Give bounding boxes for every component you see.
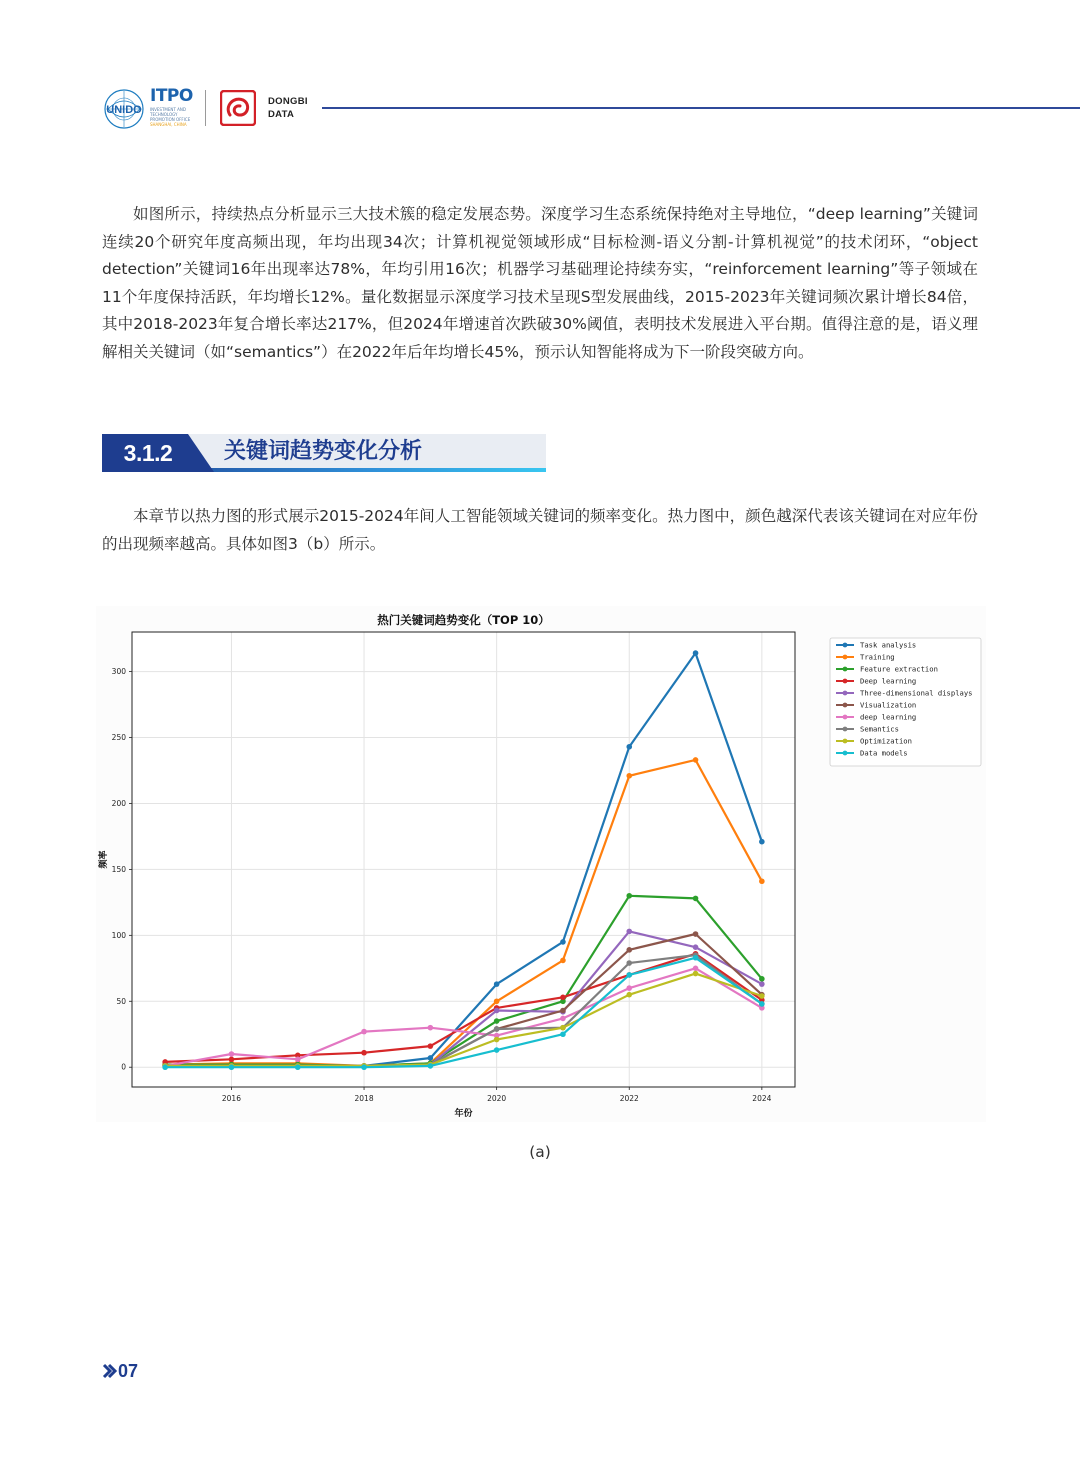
data-point — [693, 955, 699, 961]
data-point — [693, 896, 699, 902]
data-point — [560, 1008, 566, 1014]
y-tick-label: 100 — [111, 930, 126, 940]
data-point — [560, 958, 566, 964]
data-point — [626, 992, 632, 998]
y-axis-label: 频率 — [99, 850, 109, 869]
unido-logo — [102, 88, 146, 134]
itpo-logo-text: ITPO — [150, 86, 193, 106]
data-point — [626, 985, 632, 991]
x-tick-label: 2018 — [354, 1094, 374, 1103]
data-point — [759, 993, 765, 999]
page-arrow-icon — [102, 1359, 118, 1383]
legend-swatch-marker — [843, 703, 848, 708]
data-point — [494, 1018, 500, 1024]
data-point — [560, 995, 566, 1001]
logo-divider — [205, 90, 206, 126]
itpo-city: SHANGHAI, CHINA — [150, 122, 187, 127]
keyword-trend-chart — [96, 606, 986, 1122]
data-point — [295, 1064, 301, 1070]
y-tick-label: 0 — [121, 1062, 126, 1072]
section-number: 3.1.2 — [123, 440, 173, 466]
data-point — [626, 960, 632, 966]
data-point — [428, 1025, 434, 1031]
data-point — [759, 981, 765, 987]
data-point — [626, 744, 632, 750]
figure-caption: (a) — [529, 1143, 551, 1161]
y-tick-label: 150 — [111, 864, 126, 874]
dongbi-line2: DATA — [268, 109, 295, 120]
data-point — [626, 773, 632, 779]
legend-swatch-marker — [843, 679, 848, 684]
x-tick-label: 2024 — [752, 1094, 772, 1103]
data-point — [229, 1057, 235, 1063]
data-point — [428, 1055, 434, 1061]
chart-svg — [96, 606, 986, 1122]
itpo-subtitle: INVESTMENT AND TECHNOLOGY PROMOTION OFFICE — [150, 107, 191, 122]
data-point — [560, 1016, 566, 1022]
data-point — [229, 1051, 235, 1057]
svg-text:UNIDO: UNIDO — [106, 104, 142, 116]
legend-swatch-marker — [843, 667, 848, 672]
legend-label: Data models — [860, 748, 908, 758]
data-point — [626, 893, 632, 899]
data-point — [759, 1001, 765, 1007]
section-heading — [102, 434, 546, 474]
data-point — [361, 1050, 367, 1056]
legend-label: Visualization — [860, 700, 917, 710]
data-point — [494, 998, 500, 1004]
data-point — [494, 1026, 500, 1032]
data-point — [759, 976, 765, 982]
data-point — [693, 971, 699, 977]
data-point — [759, 878, 765, 884]
legend-swatch-marker — [843, 751, 848, 756]
legend-swatch-marker — [843, 655, 848, 660]
data-point — [560, 1025, 566, 1031]
data-point — [428, 1043, 434, 1049]
body-paragraph-1: 如图所示，持续热点分析显示三大技术簇的稳定发展态势。深度学习生态系统保持绝对主导地位，“deep learning”关键词连续20个研究年度高频出现，年均出现34次；计算机视觉领域形成“目标检测-语义分割-计算机视觉”的技术闭环，“object detection”关键词16年出现率达78%，年均引用16次；机器学习基础理论持续夯实，“reinforcement learning”等子领域在11个年度保持活跃，年均增长12%。量化数据显示深度学习技术呈现S型发展曲线，2015-2023年关键词频次累计增长84倍，其中2018-2023年复合增长率达217%，但2024年增速首次跌破30%阈值，表明技术发展进入平台期。值得注意的是，语义理解相关关键词（如“semantics”）在2022年后年均增长45%，预示认知智能将成为下一阶段突破方向。 — [102, 205, 978, 361]
data-point — [494, 1008, 500, 1014]
legend-label: Deep learning — [860, 676, 917, 686]
data-point — [494, 981, 500, 987]
data-point — [693, 757, 699, 763]
x-tick-label: 2022 — [619, 1094, 639, 1103]
x-tick-label: 2020 — [487, 1094, 507, 1103]
data-point — [494, 1047, 500, 1053]
legend-swatch-marker — [843, 739, 848, 744]
data-point — [428, 1063, 434, 1069]
data-point — [626, 929, 632, 935]
legend-swatch-marker — [843, 715, 848, 720]
legend-label: Semantics — [860, 724, 899, 734]
data-point — [693, 931, 699, 937]
data-point — [229, 1064, 235, 1070]
y-tick-label: 50 — [116, 996, 126, 1006]
data-point — [626, 972, 632, 978]
itpo-logo — [150, 86, 198, 126]
data-point — [361, 1029, 367, 1035]
data-point — [693, 944, 699, 950]
data-point — [361, 1064, 367, 1070]
data-point — [693, 650, 699, 656]
x-tick-label: 2016 — [221, 1094, 241, 1103]
chart-title: 热门关键词趋势变化（TOP 10） — [377, 613, 550, 627]
data-point — [560, 1031, 566, 1037]
dongbi-wordmark — [268, 95, 308, 121]
dongbi-line1: DONGBI — [268, 96, 308, 107]
body-paragraph-2: 本章节以热力图的形式展示2015-2024年间人工智能领域关键词的频率变化。热力图中，颜色越深代表该关键词在对应年份的出现频率越高。具体如图3（b）所示。 — [102, 507, 978, 553]
legend-label: Three-dimensional displays — [860, 688, 973, 698]
header-rule — [322, 107, 1080, 109]
data-point — [494, 1037, 500, 1043]
y-tick-label: 300 — [111, 667, 126, 677]
legend-label: Task analysis — [860, 640, 917, 650]
legend-swatch-marker — [843, 691, 848, 696]
data-point — [693, 966, 699, 972]
legend-label: Training — [860, 652, 895, 662]
legend-label: Feature extraction — [860, 664, 938, 674]
section-title: 关键词趋势变化分析 — [224, 439, 423, 464]
data-point — [759, 839, 765, 845]
data-point — [162, 1064, 168, 1070]
data-point — [626, 947, 632, 953]
data-point — [295, 1057, 301, 1063]
legend-label: deep learning — [860, 712, 917, 722]
dongbi-logo-icon — [220, 90, 256, 130]
chart-legend — [830, 638, 981, 766]
legend-swatch-marker — [843, 643, 848, 648]
legend-label: Optimization — [860, 736, 912, 746]
page-header — [0, 78, 1080, 138]
y-tick-label: 200 — [111, 798, 126, 808]
legend-swatch-marker — [843, 727, 848, 732]
x-axis-label: 年份 — [454, 1109, 473, 1119]
page-number-text: 07 — [118, 1361, 139, 1381]
page-number — [102, 1359, 139, 1383]
y-tick-label: 250 — [111, 733, 126, 743]
data-point — [560, 939, 566, 945]
